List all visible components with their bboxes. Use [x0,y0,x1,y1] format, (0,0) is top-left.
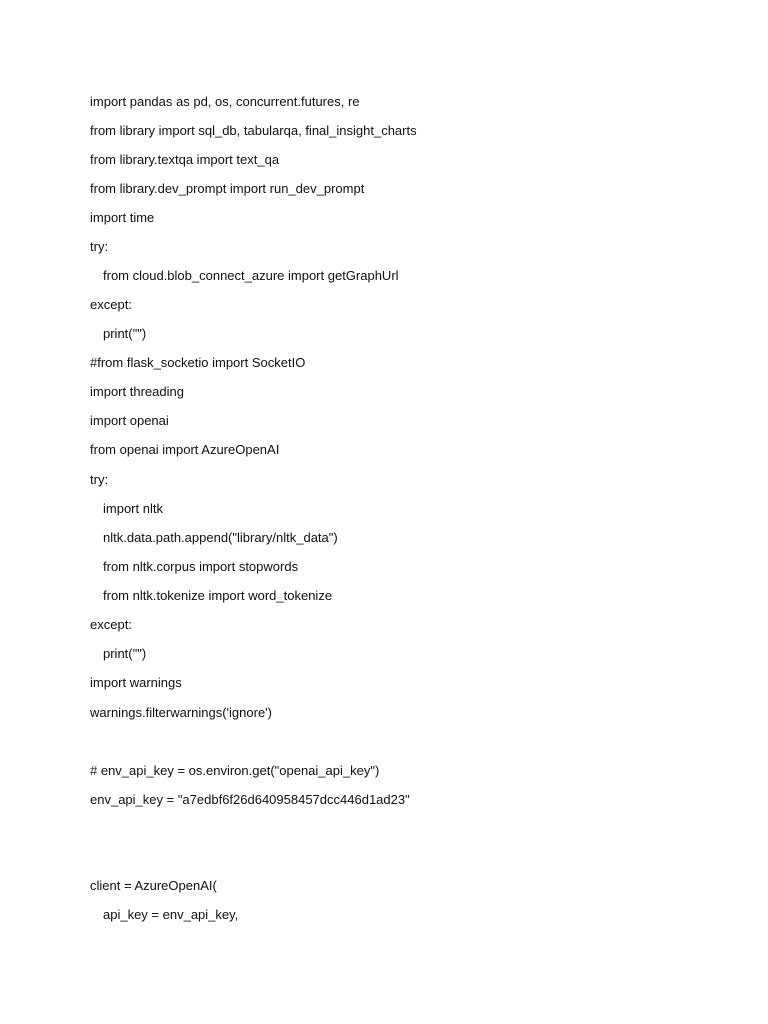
code-line: warnings.filterwarnings('ignore') [90,705,272,720]
code-line: from library.dev_prompt import run_dev_prompt [90,181,365,196]
code-line: try: [90,239,109,254]
code-line: #from flask_socketio import SocketIO [90,355,306,370]
code-line: from cloud.blob_connect_azure import getGraphUrl [103,268,399,283]
code-line: print("") [103,326,147,341]
code-line: import threading [90,384,184,399]
code-line: from library import sql_db, tabularqa, final_insight_charts [90,123,417,138]
code-line: try: [90,472,109,487]
code-line: nltk.data.path.append("library/nltk_data") [103,530,338,545]
code-line: import openai [90,413,169,428]
code-line: client = AzureOpenAI( [90,878,217,893]
code-line: import nltk [103,501,163,516]
code-line: env_api_key = "a7edbf6f26d640958457dcc446d1ad23" [90,792,410,807]
code-line: from nltk.tokenize import word_tokenize [103,588,333,603]
code-line: # env_api_key = os.environ.get("openai_api_key") [90,763,380,778]
code-line: api_key = env_api_key, [103,907,239,922]
code-line: print("") [103,646,147,661]
code-line: except: [90,297,132,312]
code-line: except: [90,617,132,632]
code-line: import pandas as pd, os, concurrent.futures, re [90,94,360,109]
code-line: from openai import AzureOpenAI [90,442,280,457]
code-line: from nltk.corpus import stopwords [103,559,299,574]
code-line: import warnings [90,675,182,690]
code-line: import time [90,210,155,225]
code-line: from library.textqa import text_qa [90,152,280,167]
